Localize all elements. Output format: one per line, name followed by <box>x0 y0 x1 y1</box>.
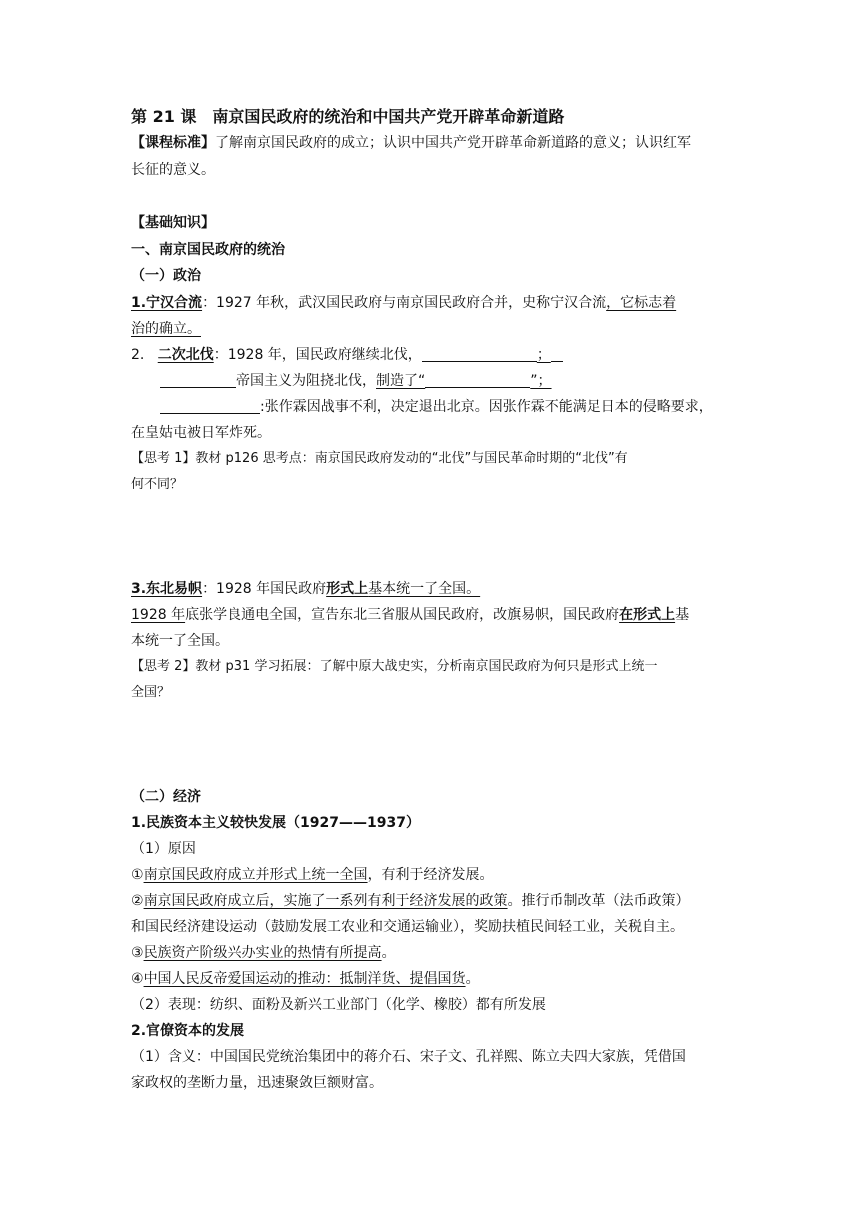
item3-line2: 1928 年底张学良通电全国，宣告东北三省服从国民政府，改旗易帜，国民政府在形式上基 <box>131 607 690 623</box>
fill-blank <box>160 373 236 388</box>
reason-2-line2: 和国民经济建设运动（鼓励发展工农业和交通运输业），奖励扶植民间轻工业，关税自主。 <box>131 919 684 935</box>
reason-heading: （1）原因 <box>131 841 196 857</box>
reason-4: ④中国人民反帝爱国运动的推动：抵制洋货、提倡国货。 <box>131 971 480 987</box>
standard-tag: 【课程标准】 <box>131 135 215 151</box>
meaning-line1: （1）含义：中国国民党统治集团中的蒋介石、宋子文、孔祥熙、陈立夫四大家族，凭借国 <box>131 1049 686 1065</box>
performance: （2）表现：纺织、面粉及新兴工业部门（化学、橡胶）都有所发展 <box>131 997 546 1013</box>
subsection-politics: （一）政治 <box>131 268 201 284</box>
reason-1: ①南京国民政府成立并形式上统一全国，有利于经济发展。 <box>131 867 494 883</box>
reason-3: ③民族资产阶级兴办实业的热情有所提高。 <box>131 945 396 961</box>
econ-heading-2: 2.官僚资本的发展 <box>131 1023 245 1039</box>
item3-line3: 本统一了全国。 <box>131 633 229 649</box>
fill-blank <box>422 347 537 362</box>
section-heading-1: 一、南京国民政府的统治 <box>131 242 285 258</box>
fill-blank <box>160 399 260 414</box>
lesson-title: 第 21 课 南京国民政府的统治和中国共产党开辟革命新道路 <box>131 107 565 126</box>
course-standard-line1: 【课程标准】了解南京国民政府的成立；认识中国共产党开辟革命新道路的意义；认识红军 <box>131 135 691 151</box>
fill-blank <box>425 373 530 388</box>
item2-line2: 帝国主义为阻挠北伐，制造了“ ”； <box>160 370 552 392</box>
fill-blank <box>551 347 563 362</box>
item3-line1: 3.东北易帜：1928 年国民政府形式上基本统一了全国。 <box>131 581 481 597</box>
subsection-economy: （二）经济 <box>131 789 201 805</box>
think1-line2: 何不同？ <box>131 477 184 492</box>
econ-heading-1: 1.民族资本主义较快发展（1927——1937） <box>131 815 420 831</box>
item2-line4: 在皇姑屯被日军炸死。 <box>131 425 271 441</box>
meaning-line2: 家政权的垄断力量，迅速聚敛巨额财富。 <box>131 1075 383 1091</box>
think2-line2: 全国？ <box>131 685 171 700</box>
item1-line1: 1.宁汉合流：1927 年秋，武汉国民政府与南京国民政府合并，史称宁汉合流，它标志着 <box>131 295 677 311</box>
reason-2: ②南京国民政府成立后，实施了一系列有利于经济发展的政策。推行币制改革（法币政策） <box>131 893 690 909</box>
item2-line3: :张作霖因战事不利，决定退出北京。因张作霖不能满足日本的侵略要求， <box>160 396 713 418</box>
course-standard-line2: 长征的意义。 <box>131 162 215 178</box>
think2-line1: 【思考 2】教材 p31 学习拓展：了解中原大战史实，分析南京国民政府为何只是形式上统一 <box>131 659 658 674</box>
item1-line2: 治的确立。 <box>131 321 201 337</box>
item2-line1: 2. 二次北伐：1928 年，国民政府继续北伐， ； <box>131 344 563 366</box>
basics-heading: 【基础知识】 <box>131 215 215 231</box>
think1-line1: 【思考 1】教材 p126 思考点：南京国民政府发动的“北伐”与国民革命时期的“北伐”有 <box>131 451 628 466</box>
